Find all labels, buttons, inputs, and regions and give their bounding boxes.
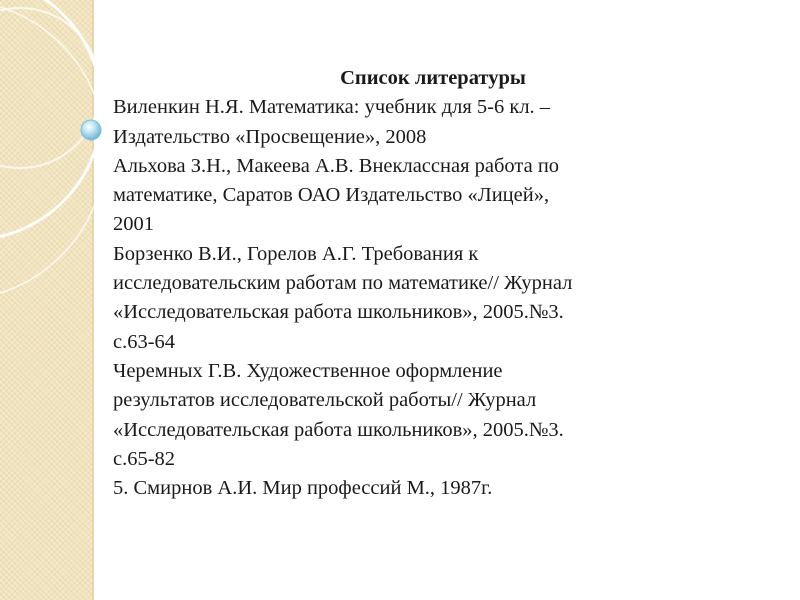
reference-line: Борзенко В.И., Горелов А.Г. Требования к: [113, 242, 479, 265]
reference-line: Издательство «Просвещение», 2008: [113, 125, 427, 148]
reference-item-4: [113, 357, 753, 474]
decorative-side-band: [0, 0, 92, 600]
reference-line: математике, Саратов ОАО Издательство «Лицей»,: [113, 184, 550, 207]
reference-item-2: [113, 152, 753, 240]
band-divider: [92, 0, 94, 600]
reference-list: [113, 93, 753, 503]
reference-line: 5. Смирнов А.И. Мир профессий М., 1987г.: [113, 477, 493, 500]
reference-line: с.63-64: [113, 330, 176, 353]
reference-line: Черемных Г.В. Художественное оформление: [113, 359, 503, 382]
reference-line: «Исследовательская работа школьников», 2005.№3.: [113, 301, 564, 324]
reference-line: результатов исследовательской работы// Журнал: [113, 389, 537, 412]
reference-line: Альхова З.Н., Макеева А.В. Внеклассная работа по: [113, 154, 560, 177]
reference-item-5: [113, 474, 753, 503]
reference-line: «Исследовательская работа школьников», 2005.№3.: [113, 418, 564, 441]
reference-line: исследовательским работам по математике// Журнал: [113, 272, 573, 295]
reference-item-3: [113, 240, 753, 357]
slide-title: Список литературы: [340, 67, 526, 89]
reference-line: Виленкин Н.Я. Математика: учебник для 5-6 кл. –: [113, 96, 551, 119]
slide-content: [113, 64, 753, 503]
reference-line: с.65-82: [113, 447, 176, 470]
reference-line: 2001: [113, 213, 154, 236]
reference-item-1: [113, 93, 753, 152]
